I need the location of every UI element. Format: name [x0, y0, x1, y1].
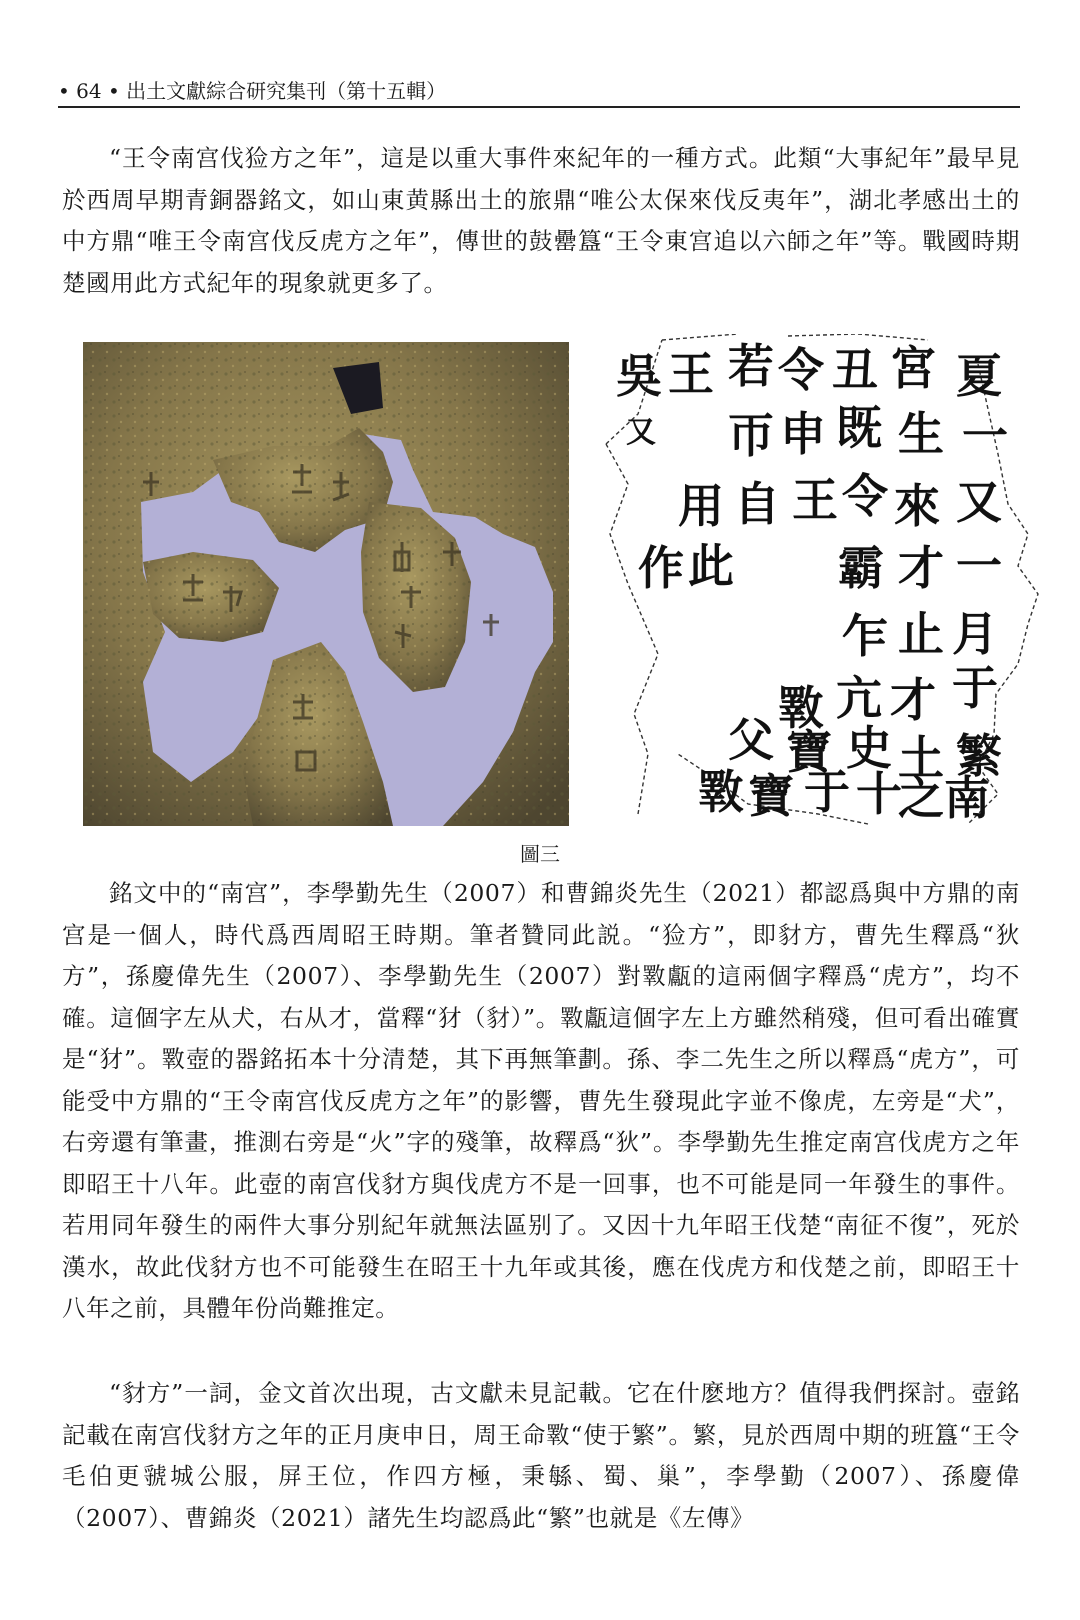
- bronze-fragment-photo: [83, 342, 569, 826]
- svg-text:王: 王: [668, 347, 714, 401]
- svg-text:令: 令: [842, 469, 888, 523]
- svg-text:吳: 吳: [616, 349, 662, 403]
- svg-text:若: 若: [728, 339, 774, 393]
- svg-text:史: 史: [846, 721, 892, 775]
- paragraph-1: “王令南宫伐猃方之年”，這是以重大事件來紀年的一種方式。此類“大事紀年”最早見於西周早期青銅器銘文，如山東黄縣出土的旅鼎“唯公太保來伐反夷年”，湖北孝感出土的中方鼎“唯王令南宫伐反虎方之年”，傳世的鼓罍簋“王令東宫追以六師之年”等。戰國時期楚國用此方式紀年的現象就更多了。: [62, 144, 1020, 297]
- svg-text:寶: 寶: [786, 725, 832, 779]
- running-header: [58, 76, 1020, 108]
- svg-text:自: 自: [734, 477, 780, 531]
- paragraph-3: “豺方”一詞，金文首次出現，古文獻未見記載。它在什麽地方？值得我們探討。壺銘記載在南宫伐豺方之年的正月庚申日，周王命斁“使于繁”。繁，見於西周中期的班簋“王令毛伯更虢城公服，屏王位，作四方極，秉緐、蜀、巢”，李學勤（2007）、孫慶偉（2007）、曹錦炎（2021）諸先生均認爲此“繁”也就是《左傳》: [62, 1379, 1020, 1532]
- svg-text:土: 土: [898, 731, 944, 785]
- svg-text:一: 一: [956, 539, 1002, 593]
- svg-text:申: 申: [780, 407, 826, 461]
- svg-text:又: 又: [956, 475, 1002, 529]
- svg-text:丑: 丑: [832, 343, 878, 397]
- svg-text:又: 又: [626, 415, 656, 450]
- svg-text:亢: 亢: [836, 671, 882, 725]
- svg-text:父: 父: [728, 713, 774, 767]
- svg-text:既: 既: [836, 401, 882, 455]
- svg-text:斁: 斁: [778, 681, 824, 735]
- svg-text:來: 來: [894, 479, 940, 533]
- svg-text:寶: 寶: [748, 769, 794, 823]
- svg-text:斁: 斁: [698, 765, 744, 819]
- svg-text:于: 于: [804, 765, 850, 819]
- svg-text:月: 月: [952, 607, 998, 661]
- svg-text:止: 止: [898, 607, 944, 661]
- svg-text:于: 于: [952, 661, 998, 715]
- svg-text:用: 用: [678, 479, 724, 533]
- svg-text:宮: 宮: [890, 341, 936, 395]
- paragraph-2: 銘文中的“南宫”，李學勤先生（2007）和曹錦炎先生（2021）都認爲與中方鼎的南宫是一個人，時代爲西周昭王時期。筆者贊同此説。“猃方”，即豺方，曹先生釋爲“狄方”，孫慶偉先生（2007）、李學勤先生（2007）對斁甗的這兩個字釋爲“虎方”，均不確。這個字左从犬，右从才，當釋“犲（豺）”。斁甗這個字左上方雖然稍殘，但可看出確實是“犲”。斁壺的器銘拓本十分清楚，其下再無筆劃。孫、李二先生之所以釋爲“虎方”，可能受中方鼎的“王令南宫伐反虎方之年”的影響，曹先生發現此字並不像虎，左旁是“犬”，右旁還有筆畫，推測右旁是“火”字的殘筆，故釋爲“狄”。李學勤先生推定南宫伐虎方之年即昭王十八年。此壺的南宫伐豺方與伐虎方不是一回事，也不可能是同一年發生的事件。若用同年發生的兩件大事分别紀年就無法區别了。又因十九年昭王伐楚“南征不復”，死於漢水，故此伐豺方也不可能發生在昭王十九年或其後，應在伐虎方和伐楚之前，即昭王十八年之前，具體年份尚難推定。: [62, 879, 1020, 1322]
- svg-text:夏: 夏: [956, 349, 1002, 403]
- svg-text:南: 南: [944, 771, 990, 825]
- svg-text:十: 十: [856, 767, 902, 821]
- inscription-tracing-image: [598, 334, 1044, 832]
- svg-text:作: 作: [638, 541, 684, 595]
- svg-text:此: 此: [688, 539, 734, 593]
- bronze-fragment-image: [83, 342, 569, 826]
- page-number: • 64 •: [58, 79, 120, 103]
- svg-text:繁: 繁: [956, 729, 1002, 783]
- svg-text:一: 一: [962, 409, 1008, 463]
- figure-caption: 圖三: [520, 842, 560, 866]
- svg-text:令: 令: [778, 343, 824, 397]
- journal-title: 出土文獻綜合研究集刊（第十五輯）: [126, 79, 447, 103]
- svg-text:才: 才: [890, 673, 936, 727]
- svg-text:生: 生: [898, 407, 944, 461]
- inscription-tracing: [598, 334, 1044, 832]
- svg-text:乍: 乍: [842, 609, 888, 663]
- svg-text:之: 之: [898, 771, 944, 825]
- svg-text:王: 王: [792, 473, 838, 527]
- svg-text:才: 才: [898, 541, 944, 595]
- svg-text:帀: 帀: [728, 409, 774, 463]
- svg-text:霸: 霸: [838, 541, 884, 595]
